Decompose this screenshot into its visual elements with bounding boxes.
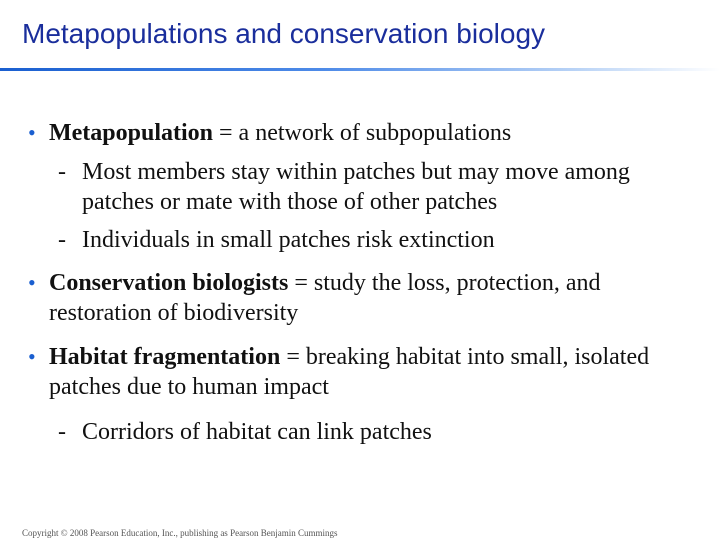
bullet-text — [49, 118, 700, 148]
dash-icon: - — [58, 227, 66, 253]
bullet-text — [49, 342, 700, 402]
sub-bullet-text: Individuals in small patches risk extinction — [82, 227, 495, 253]
copyright-footer: Copyright © 2008 Pearson Education, Inc., publishing as Pearson Benjamin Cummings — [22, 528, 338, 538]
bullet-definition: = breaking habitat into small, isolated patches due to human impact — [49, 344, 650, 400]
dash-icon: - — [58, 419, 66, 445]
bullet-term: Conservation biologists — [49, 270, 289, 296]
bullet-icon: • — [28, 344, 36, 369]
bullet-definition: = a network of subpopulations — [213, 120, 512, 146]
bullet-term: Habitat fragmentation — [49, 344, 281, 370]
slide-title: Metapopulations and conservation biology — [22, 18, 546, 49]
bullet-icon: • — [28, 120, 36, 145]
bullet-icon: • — [28, 270, 36, 295]
sub-bullet-text: Corridors of habitat can link patches — [82, 419, 432, 445]
dash-icon: - — [58, 159, 66, 185]
title-divider — [0, 68, 720, 71]
bullet-term: Metapopulation — [49, 120, 214, 146]
bullet-text — [49, 268, 700, 328]
bullet-definition: = study the loss, protection, and restoration of biodiversity — [49, 270, 601, 326]
sub-bullet-text: Most members stay within patches but may move among patches or mate with those of other patches — [82, 159, 630, 215]
